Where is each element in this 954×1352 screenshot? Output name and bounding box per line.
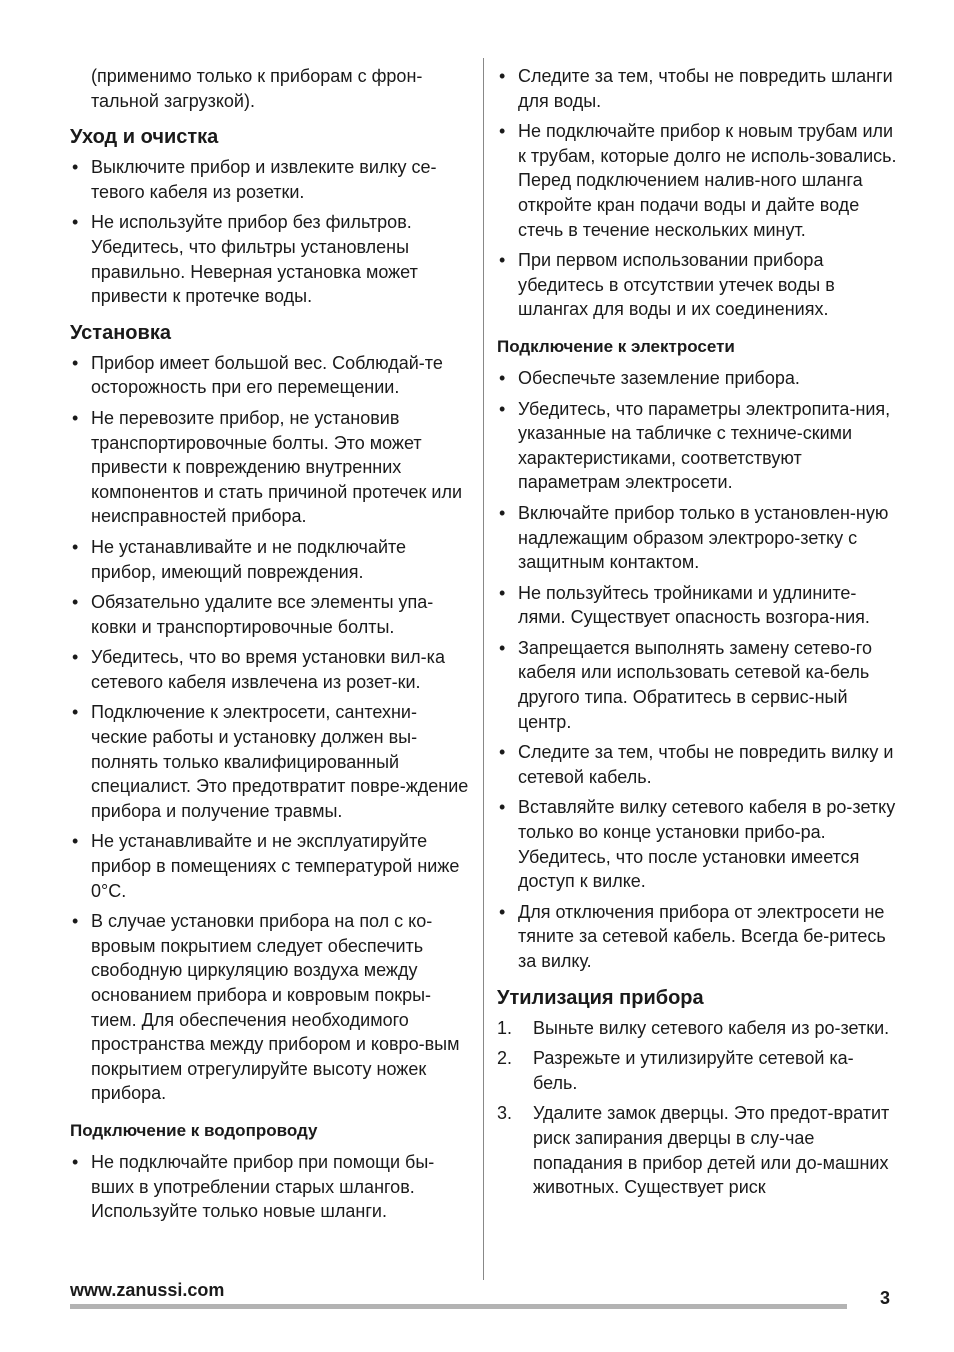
install-heading: Установка — [70, 321, 171, 344]
left-column — [70, 64, 470, 1230]
list-item: • В случае установки прибора на пол с ко-вровым покрытием следует обеспечить свободную циркуляцию воздуха между основанием прибора и ковровым покры-тием. Для обеспечения необходимого пространства между прибором и ковро-вым покрытием отрегулируйте высоту ножек прибора. — [70, 909, 470, 1106]
list-item: • Не подключайте прибор при помощи бы-вших в употреблении старых шлангов. Используйте только новые шланги. — [70, 1150, 470, 1224]
water-heading: Подключение к водопроводу — [70, 1120, 318, 1140]
list-item — [497, 1101, 897, 1199]
list-item — [497, 1016, 897, 1041]
water-list — [70, 1150, 470, 1224]
list-item — [497, 1046, 897, 1095]
disposal-list — [497, 1016, 897, 1200]
list-item: • Не устанавливайте и не подключайте прибор, имеющий повреждения. — [70, 535, 470, 584]
list-item: • Запрещается выполнять замену сетево-го кабеля или использовать сетевой ка-бель другого типа. Обратитесь в сервис-ный центр. — [497, 636, 897, 734]
list-item: • При первом использовании прибора убедитесь в отсутствии утечек воды в шлангах для воды и их соединениях. — [497, 248, 897, 322]
column-divider — [483, 58, 484, 1280]
footer-url: www.zanussi.com — [70, 1280, 225, 1300]
electric-heading: Подключение к электросети — [497, 336, 735, 356]
list-item: • Убедитесь, что во время установки вил-ка сетевого кабеля извлечена из розет-ки. — [70, 645, 470, 694]
list-item: • Не пользуйтесь тройниками и удлините-лями. Существует опасность возгора-ния. — [497, 581, 897, 630]
list-item: • Обеспечьте заземление прибора. — [497, 366, 897, 391]
intro-paragraph: (применимо только к приборам с фрон-тальной загрузкой). — [91, 66, 423, 111]
list-item: • Вставляйте вилку сетевого кабеля в ро-зетку только во конце установки прибо-ра. Убедитесь, что после установки имеется доступ к вилке. — [497, 795, 897, 893]
list-item: • Включайте прибор только в установлен-ную надлежащим образом электроро-зетку с защитным контактом. — [497, 501, 897, 575]
electric-list — [497, 366, 897, 974]
list-text: Удалите замок дверцы. Это предот-вратит риск запирания дверцы в слу-чае попадания в прибор детей или до-машних животных. Существует риск — [533, 1103, 890, 1198]
list-item: • Не перевозите прибор, не установив транспортировочные болты. Это может привести к повреждению внутренних компонентов и стать причиной протечек или неисправностей прибора. — [70, 406, 470, 529]
water-list-continued — [497, 64, 897, 322]
list-text: Выньте вилку сетевого кабеля из ро-зетки. — [533, 1017, 890, 1038]
list-item: • Убедитесь, что параметры электропита-ния, указанные на табличке с техниче-скими характеристиками, соответствуют параметрам электросети. — [497, 397, 897, 495]
footer-rule — [70, 1304, 847, 1309]
list-item: • Прибор имеет большой вес. Соблюдай-те осторожность при его перемещении. — [70, 351, 470, 400]
care-list — [70, 155, 470, 309]
page-number: 3 — [880, 1288, 891, 1308]
list-item: • Выключите прибор и извлеките вилку се-тевого кабеля из розетки. — [70, 155, 470, 204]
care-heading: Уход и очистка — [70, 126, 219, 149]
list-item: • Обязательно удалите все элементы упа-ковки и транспортировочные болты. — [70, 590, 470, 639]
install-list — [70, 351, 470, 1106]
list-item: • Не подключайте прибор к новым трубам или к трубам, которые долго не исполь-зовались. Перед подключением налив-ного шланга откройте кран подачи воды и дайте воде стечь в течение нескольких минут. — [497, 119, 897, 242]
list-item: • Не используйте прибор без фильтров. Убедитесь, что фильтры установлены правильно. Неверная установка может привести к протечке воды. — [70, 210, 470, 308]
right-column — [497, 64, 897, 1206]
list-number: 3. — [497, 1103, 513, 1124]
list-text: Разрежьте и утилизируйте сетевой ка-бель. — [533, 1048, 854, 1093]
list-number: 2. — [497, 1048, 513, 1069]
list-item: • Для отключения прибора от электросети не тяните за сетевой кабель. Всегда бе-ритесь за вилку. — [497, 900, 897, 974]
list-item: • Следите за тем, чтобы не повредить шланги для воды. — [497, 64, 897, 113]
list-number: 1. — [497, 1017, 513, 1038]
disposal-heading: Утилизация прибора — [497, 986, 704, 1009]
list-item: • Не устанавливайте и не эксплуатируйте прибор в помещениях с температурой ниже 0°C. — [70, 829, 470, 903]
list-item: • Подключение к электросети, сантехни-ческие работы и установку должен вы-полнять только квалифицированный специалист. Это предотвратит повре-ждение прибора и получение травмы. — [70, 700, 470, 823]
list-item: • Следите за тем, чтобы не повредить вилку и сетевой кабель. — [497, 740, 897, 789]
